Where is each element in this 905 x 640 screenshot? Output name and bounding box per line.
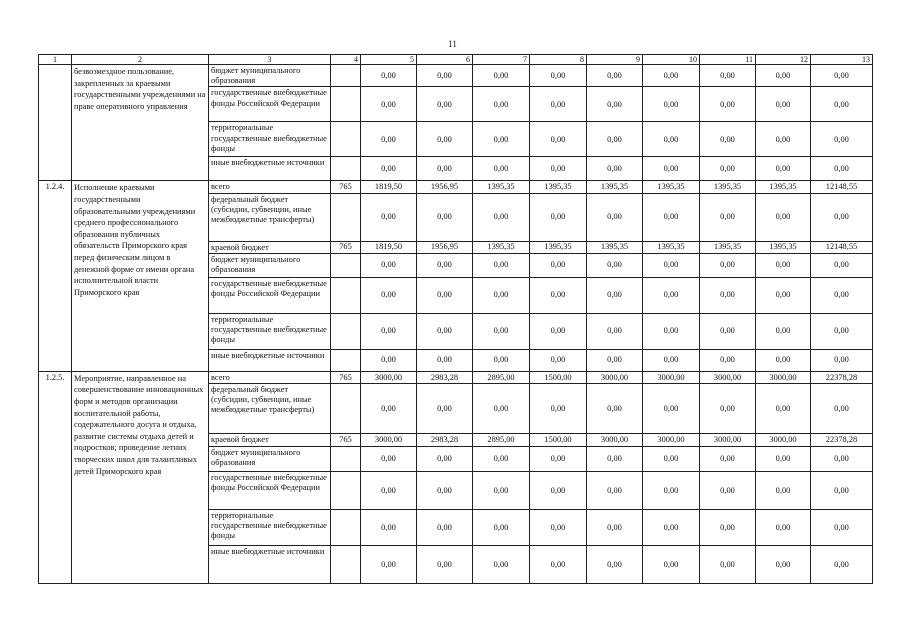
activity-code [39,65,72,181]
year-value: 0,00 [587,510,643,546]
year-value: 2895,00 [473,371,530,383]
year-value: 0,00 [417,87,473,122]
year-value: 0,00 [417,253,473,277]
year-value: 1395,35 [473,241,530,253]
funding-source-label: бюджет муниципального образования [211,66,301,86]
year-value: 0,00 [473,277,530,313]
funding-source [209,313,331,349]
year-value: 0,00 [587,384,643,434]
year-value: 3000,00 [587,371,643,383]
row-total: 0,00 [811,510,873,546]
column-header-8: 8 [530,55,587,65]
funding-source-label: федеральный бюджет (субсидии, субвенции, иные межбюджетные трансферты) [211,194,315,225]
budget-code [331,122,361,157]
budget-code [331,349,361,371]
year-value: 0,00 [361,193,417,241]
year-value: 1395,35 [756,241,811,253]
year-value: 0,00 [700,472,756,510]
funding-source [209,384,331,434]
year-value: 0,00 [700,384,756,434]
row-total: 0,00 [811,277,873,313]
year-value: 0,00 [361,157,417,181]
funding-source [209,157,331,181]
year-value: 0,00 [756,253,811,277]
year-value: 0,00 [361,87,417,122]
year-value: 0,00 [756,384,811,434]
year-value: 0,00 [473,122,530,157]
column-header-9: 9 [587,55,643,65]
year-value: 0,00 [756,193,811,241]
row-total: 0,00 [811,65,873,87]
year-value: 0,00 [700,65,756,87]
year-value: 0,00 [643,313,700,349]
year-value: 0,00 [700,447,756,472]
year-value: 2895,00 [473,434,530,447]
year-value: 0,00 [756,277,811,313]
year-value: 0,00 [700,157,756,181]
funding-source [209,546,331,584]
year-value: 0,00 [473,384,530,434]
year-value: 0,00 [361,384,417,434]
row-total: 0,00 [811,384,873,434]
year-value: 0,00 [587,277,643,313]
column-header-6: 6 [417,55,473,65]
year-value: 1395,35 [643,181,700,193]
year-value: 0,00 [530,313,587,349]
year-value: 1956,95 [417,181,473,193]
budget-code [331,87,361,122]
row-total: 12148,55 [811,181,873,193]
budget-code [331,472,361,510]
year-value: 0,00 [643,384,700,434]
column-header-4: 4 [331,55,361,65]
funding-source-label: территориальные государственные внебюджетные фонды [211,123,327,153]
column-header-10: 10 [643,55,700,65]
budget-code [331,157,361,181]
funding-source [209,447,331,472]
year-value: 0,00 [587,253,643,277]
funding-source-label: иные внебюджетные источники [211,158,325,168]
column-header-13: 13 [811,55,873,65]
year-value: 3000,00 [587,434,643,447]
year-value: 0,00 [756,65,811,87]
year-value: 1395,35 [700,181,756,193]
year-value: 0,00 [756,447,811,472]
year-value: 0,00 [417,277,473,313]
year-value: 2983,28 [417,434,473,447]
funding-source-label: краевой бюджет [211,435,269,445]
table-row [39,371,873,383]
year-value: 0,00 [700,277,756,313]
year-value: 3000,00 [643,434,700,447]
year-value: 0,00 [700,122,756,157]
year-value: 3000,00 [361,371,417,383]
row-total: 22378,28 [811,371,873,383]
year-value: 0,00 [361,277,417,313]
year-value: 0,00 [700,87,756,122]
year-value: 0,00 [587,313,643,349]
funding-source [209,349,331,371]
year-value: 0,00 [587,193,643,241]
year-value: 0,00 [700,193,756,241]
year-value: 0,00 [643,87,700,122]
year-value: 1819,50 [361,181,417,193]
year-value: 1395,35 [700,241,756,253]
column-header-12: 12 [756,55,811,65]
year-value: 0,00 [643,253,700,277]
year-value: 0,00 [417,384,473,434]
budget-code: 765 [331,434,361,447]
row-total: 0,00 [811,87,873,122]
year-value: 0,00 [473,65,530,87]
funding-source [209,193,331,241]
funding-source [209,472,331,510]
column-header-11: 11 [700,55,756,65]
year-value: 0,00 [530,472,587,510]
table-row [39,65,873,87]
funding-source [209,277,331,313]
year-value: 0,00 [587,87,643,122]
year-value: 0,00 [417,349,473,371]
year-value: 0,00 [587,349,643,371]
year-value: 3000,00 [756,434,811,447]
year-value: 0,00 [361,546,417,584]
year-value: 0,00 [473,546,530,584]
year-value: 0,00 [643,277,700,313]
row-total: 22378,28 [811,434,873,447]
funding-source [209,87,331,122]
year-value: 1500,00 [530,371,587,383]
year-value: 0,00 [756,349,811,371]
year-value: 0,00 [587,157,643,181]
funding-source-label: государственные внебюджетные фонды Российской Федерации [211,473,327,493]
year-value: 0,00 [530,447,587,472]
year-value: 0,00 [417,546,473,584]
funding-source-label: государственные внебюджетные фонды Российской Федерации [211,88,327,108]
year-value: 0,00 [417,510,473,546]
year-value: 0,00 [756,87,811,122]
column-header-7: 7 [473,55,530,65]
year-value: 0,00 [643,447,700,472]
year-value: 0,00 [361,349,417,371]
row-total: 0,00 [811,122,873,157]
year-value: 2983,28 [417,371,473,383]
year-value: 1395,35 [756,181,811,193]
row-total: 0,00 [811,447,873,472]
year-value: 0,00 [473,313,530,349]
year-value: 0,00 [473,510,530,546]
funding-source [209,65,331,87]
year-value: 0,00 [700,546,756,584]
funding-source-label: бюджет муниципального образования [211,448,301,468]
funding-source-label: территориальные государственные внебюджетные фонды [211,511,327,541]
year-value: 0,00 [756,122,811,157]
table-row [39,181,873,193]
year-value: 0,00 [643,510,700,546]
year-value: 0,00 [473,253,530,277]
year-value: 0,00 [643,193,700,241]
activity-description: Мероприятие, направленное на совершенствование инновационных форм и методов организации воспитательной работы, содержательного досуга и отдыха, развитие системы отдыха детей и подростков; проведение летних творческих школ для талантливых детей Приморского края [72,371,209,583]
year-value: 0,00 [700,313,756,349]
funding-source-label: бюджет муниципального образования [211,254,301,275]
header-row [39,55,873,65]
year-value: 0,00 [530,546,587,584]
funding-source [209,510,331,546]
year-value: 0,00 [756,472,811,510]
year-value: 0,00 [361,472,417,510]
year-value: 0,00 [361,65,417,87]
year-value: 0,00 [530,277,587,313]
year-value: 0,00 [530,157,587,181]
budget-code [331,193,361,241]
year-value: 0,00 [473,349,530,371]
funding-source-label: иные внебюджетные источники [211,350,325,360]
funding-source [209,371,331,383]
year-value: 0,00 [417,447,473,472]
year-value: 0,00 [530,384,587,434]
year-value: 1956,95 [417,241,473,253]
year-value: 0,00 [756,510,811,546]
column-header-5: 5 [361,55,417,65]
budget-code: 765 [331,371,361,383]
year-value: 0,00 [473,193,530,241]
year-value: 0,00 [417,157,473,181]
year-value: 0,00 [473,472,530,510]
year-value: 0,00 [587,447,643,472]
year-value: 3000,00 [756,371,811,383]
year-value: 0,00 [417,193,473,241]
year-value: 1500,00 [530,434,587,447]
row-total: 0,00 [811,313,873,349]
row-total: 0,00 [811,157,873,181]
year-value: 1395,35 [473,181,530,193]
year-value: 0,00 [587,122,643,157]
year-value: 0,00 [530,253,587,277]
year-value: 3000,00 [700,371,756,383]
year-value: 0,00 [473,157,530,181]
year-value: 0,00 [643,472,700,510]
year-value: 1395,35 [530,181,587,193]
budget-code [331,253,361,277]
funding-source [209,181,331,193]
year-value: 0,00 [473,87,530,122]
row-total: 0,00 [811,193,873,241]
year-value: 0,00 [643,65,700,87]
activity-description: Исполнение краевыми государственными образовательными учреждениями среднего профессионального образования публичных обязательств Приморского края перед физическим лицом в денежной форме от имени органа исполнительной власти Приморского края [72,181,209,371]
funding-source-label: государственные внебюджетные фонды Российской Федерации [211,278,327,299]
year-value: 0,00 [643,546,700,584]
budget-code: 765 [331,181,361,193]
funding-source-label: краевой бюджет [211,242,269,252]
year-value: 0,00 [530,65,587,87]
year-value: 0,00 [756,546,811,584]
year-value: 0,00 [417,313,473,349]
year-value: 0,00 [530,87,587,122]
row-total: 0,00 [811,546,873,584]
year-value: 1395,35 [643,241,700,253]
year-value: 0,00 [756,313,811,349]
budget-code [331,277,361,313]
activity-code: 1.2.5. [39,371,72,583]
year-value: 1819,50 [361,241,417,253]
year-value: 3000,00 [700,434,756,447]
funding-source-label: всего [211,372,230,382]
budget-code [331,65,361,87]
row-total: 12148,55 [811,241,873,253]
funding-source [209,122,331,157]
budget-code [331,384,361,434]
budget-code [331,546,361,584]
year-value: 0,00 [530,349,587,371]
column-header-2: 2 [72,55,209,65]
year-value: 0,00 [361,313,417,349]
column-header-3: 3 [209,55,331,65]
row-total: 0,00 [811,472,873,510]
year-value: 0,00 [756,157,811,181]
activity-description: безвозмездное пользование, закрепленных за краевыми государственными учреждениями на праве оперативного управления [72,65,209,181]
year-value: 0,00 [361,122,417,157]
year-value: 1395,35 [530,241,587,253]
year-value: 0,00 [361,253,417,277]
year-value: 0,00 [700,349,756,371]
row-total: 0,00 [811,349,873,371]
year-value: 0,00 [700,253,756,277]
budget-code: 765 [331,241,361,253]
year-value: 0,00 [530,193,587,241]
year-value: 1395,35 [587,181,643,193]
funding-source-label: всего [211,182,230,192]
funding-source [209,253,331,277]
page-number: 11 [448,39,457,49]
year-value: 3000,00 [643,371,700,383]
funding-source-label: федеральный бюджет (субсидии, субвенции, иные межбюджетные трансферты) [211,385,315,415]
budget-code [331,447,361,472]
year-value: 0,00 [417,122,473,157]
funding-source [209,241,331,253]
budget-code [331,313,361,349]
row-total: 0,00 [811,253,873,277]
year-value: 0,00 [530,510,587,546]
year-value: 0,00 [587,65,643,87]
year-value: 0,00 [643,157,700,181]
year-value: 0,00 [587,472,643,510]
year-value: 0,00 [361,510,417,546]
year-value: 0,00 [643,349,700,371]
funding-source-label: территориальные государственные внебюджетные фонды [211,314,327,345]
year-value: 0,00 [361,447,417,472]
funding-source-label: иные внебюджетные источники [211,547,325,557]
budget-code [331,510,361,546]
activity-code: 1.2.4. [39,181,72,371]
year-value: 0,00 [530,122,587,157]
year-value: 0,00 [700,510,756,546]
year-value: 0,00 [417,472,473,510]
column-header-1: 1 [39,55,72,65]
year-value: 3000,00 [361,434,417,447]
budget-table [38,54,873,584]
year-value: 0,00 [587,546,643,584]
funding-source [209,434,331,447]
year-value: 1395,35 [587,241,643,253]
year-value: 0,00 [473,447,530,472]
year-value: 0,00 [643,122,700,157]
year-value: 0,00 [417,65,473,87]
